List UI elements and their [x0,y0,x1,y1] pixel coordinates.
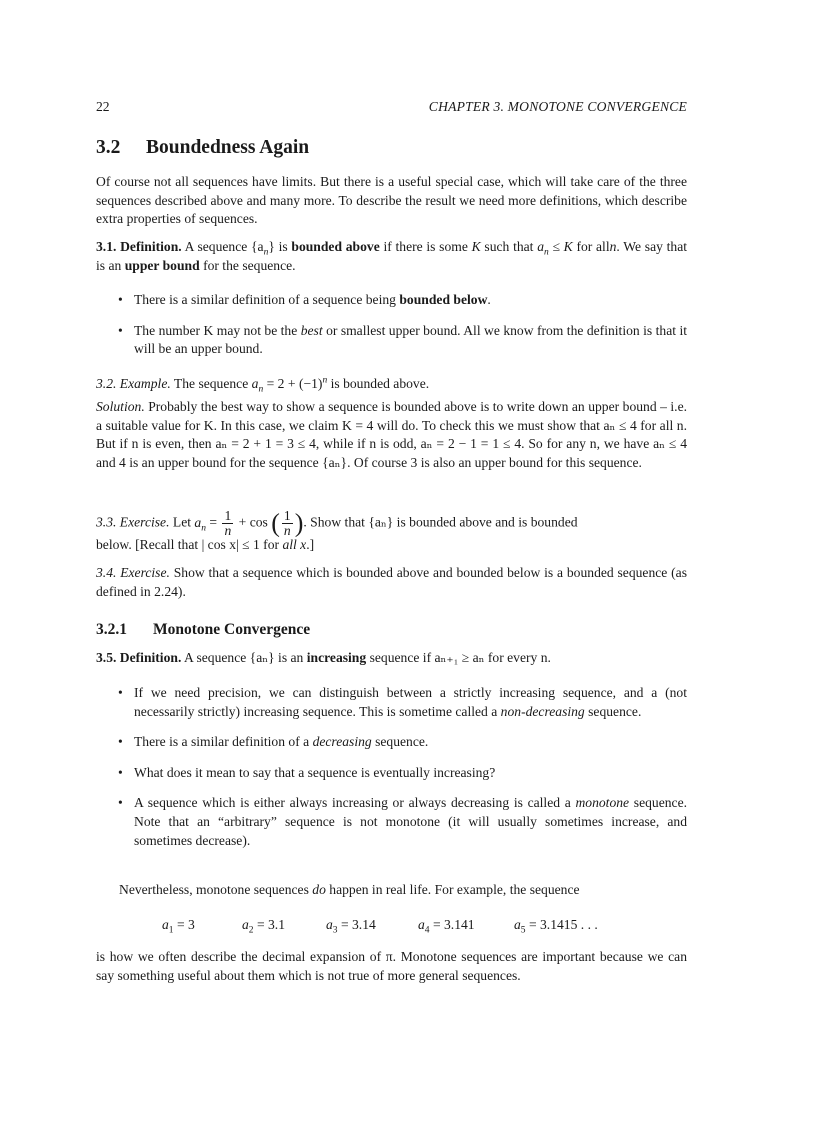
list-item-text: A sequence which is either always increasing or always decreasing is called a [134,795,571,811]
emphasis-non-decreasing: non-decreasing [500,703,585,719]
subsection-heading [96,620,687,640]
exercise-3-3 [96,509,687,555]
section-heading [96,136,687,160]
emphasis-monotone: monotone [575,795,630,811]
paragraph-text: Nevertheless, monotone sequences [119,882,309,897]
math-symbol: {a [251,239,264,254]
page-number: 22 [96,99,110,114]
exercise-text: below. [Recall that | cos x| ≤ 1 for [96,537,280,552]
math-value: = 3 [173,917,195,932]
intro-paragraph: Of course not all sequences have limits. But there is a useful special case, which will take care of the three sequences described above and many more. To describe the result we need more definitions, which describe extra properties of sequences. [96,174,687,227]
math-relation: = [205,514,221,530]
list-item [96,764,687,783]
definition-text: A sequence [184,239,248,254]
list-item-text: There is a similar definition of a [134,734,310,750]
list-item [96,794,687,850]
exercise-3-4 [96,564,687,601]
list-item-text: There is a similar definition of a sequence being [134,292,396,307]
right-paren: ) [294,508,304,538]
nevertheless-paragraph [96,881,687,900]
math-subscript: 4 [424,925,430,936]
exercise-label: 3.3. Exercise. [96,514,170,530]
list-item [96,684,687,721]
math-symbol: } [268,239,275,254]
list-item-text: . [487,292,491,307]
exercise-text: .] [306,537,315,552]
definition-text: A sequence {aₙ} is an [184,650,304,665]
section-number: 3.2 [96,137,121,158]
math-subscript: n [201,523,206,534]
emphasis-do: do [312,882,326,897]
definition-label: 3.1. Definition. [96,239,182,254]
math-symbol: K [471,239,481,254]
definition-text: . We say that [616,239,688,254]
example-text: The sequence [173,376,249,391]
fraction [222,509,233,538]
term-increasing: increasing [306,650,367,665]
math-symbol: a [418,917,425,932]
exercise-label: 3.4. Exercise. [96,565,170,580]
subsection-number: 3.2.1 [96,621,127,638]
sequence-term [418,916,475,935]
bullet-list-2 [96,684,687,850]
emphasis-best: best [300,322,323,338]
math-value: = 3.14 [337,917,376,932]
intro-paragraph-block [96,173,687,229]
fraction-denominator: n [224,523,232,538]
fraction-numerator: 1 [283,508,291,523]
math-relation: ≤ K [548,239,573,254]
math-expression: + cos [235,514,268,530]
emphasis-decreasing: decreasing [312,734,372,750]
math-symbol: a [162,917,169,932]
math-subscript: 5 [520,925,526,936]
definition-3-5 [96,649,687,668]
exercise-text: Let [172,514,192,530]
list-item-text: or smallest upper bound. All we know from the definition is that it will be an upper bound. [134,322,687,357]
list-item-text: If we need precision, we can distinguish between a strictly increasing sequence, and a (not necessarily strictly) increasing sequence. This is sometime called a [134,685,687,719]
definition-text: sequence if aₙ₊₁ ≥ aₙ for every n. [369,650,551,665]
running-head [96,98,687,118]
term-bounded-above: bounded above [291,239,380,254]
list-item-text: sequence. [588,703,642,719]
list-item-text: sequence. [375,734,429,750]
math-symbol: n [609,239,617,254]
sequence-term [514,916,598,935]
math-symbol: a [514,917,521,932]
math-subscript: 3 [332,925,338,936]
exercise-text: Show that a sequence which is bounded above and bounded below is a bounded sequence (as defined in 2.24). [96,565,687,599]
math-subscript: n [258,384,264,395]
sequence-term [242,916,285,935]
definition-text: such that [484,239,534,254]
sequence-term [326,916,376,935]
math-subscript: 2 [248,925,254,936]
fraction-denominator: n [283,523,291,538]
fraction [282,509,293,538]
math-subscript: n [263,247,269,258]
math-symbol: a [194,514,202,530]
math-subscript: n [543,247,549,258]
list-item [96,291,687,310]
closing-paragraph-block [96,948,687,985]
list-item [96,322,687,359]
example-label: 3.2. Example. [96,376,171,391]
definition-text: is an [96,257,122,273]
math-subscript: 1 [168,925,174,936]
math-symbol: a [242,917,249,932]
paragraph-text: happen in real life. For example, the sequence [329,882,580,897]
example-3-2 [96,375,687,394]
math-expression: = 2 + (−1) [263,376,323,391]
list-item-text: sequence. Note that an “arbitrary” sequence is not monotone (it will usually sometimes increase, and sometimes decrease). [134,795,688,848]
definition-text: is [278,239,288,254]
emphasis-all-x: all x [282,537,307,552]
math-value: = 3.1415 . . . [525,917,598,932]
math-symbol: a [537,239,544,254]
subsection-title: Monotone Convergence [153,621,311,638]
fraction-numerator: 1 [224,508,232,523]
term-upper-bound: upper bound [124,257,200,273]
math-superscript: n [322,375,328,386]
solution-text: Probably the best way to show a sequence is bounded above is to write down an upper bound – i.e. a suitable value for K. In this case, we claim K = 4 will do. To check this we must show that aₙ ≤ 4 for all n. But if n is even, then aₙ = 2 + 1 = 3 ≤ 4, while if n is odd, aₙ = 2 − 1 = 1 ≤ 4. So for any n, we have aₙ ≤ 4 and 4 is an upper bound for the sequence {aₙ}. Of course 3 is also an upper bound for this sequence. [96,399,687,470]
definition-text: for all [576,239,610,254]
sequence-term [162,916,195,935]
math-value: = 3.141 [429,917,475,932]
definition-text: if there is some [383,239,468,254]
closing-paragraph: is how we often describe the decimal expansion of π. Monotone sequences are important because we can say something useful about them which is not true of more general sequences. [96,949,687,983]
bullet-list-1 [96,291,687,359]
definition-label: 3.5. Definition. [96,650,182,665]
chapter-title: CHAPTER 3. MONOTONE CONVERGENCE [428,99,687,114]
math-symbol: a [251,376,259,391]
left-paren: ( [271,508,280,538]
list-item-text: The number K may not be the [134,322,298,338]
definition-3-1 [96,238,687,275]
example-text: is bounded above. [330,376,430,391]
list-item-text: What does it mean to say that a sequence is eventually increasing? [134,764,496,780]
solution-block [96,398,687,472]
math-symbol: a [326,917,333,932]
exercise-text: . Show that {aₙ} is bounded above and is bounded [303,514,578,530]
list-item [96,733,687,752]
section-title: Boundedness Again [146,137,310,158]
definition-text: for the sequence. [203,257,296,273]
math-value: = 3.1 [253,917,286,932]
term-bounded-below: bounded below [399,292,488,307]
solution-label: Solution. [96,399,145,414]
